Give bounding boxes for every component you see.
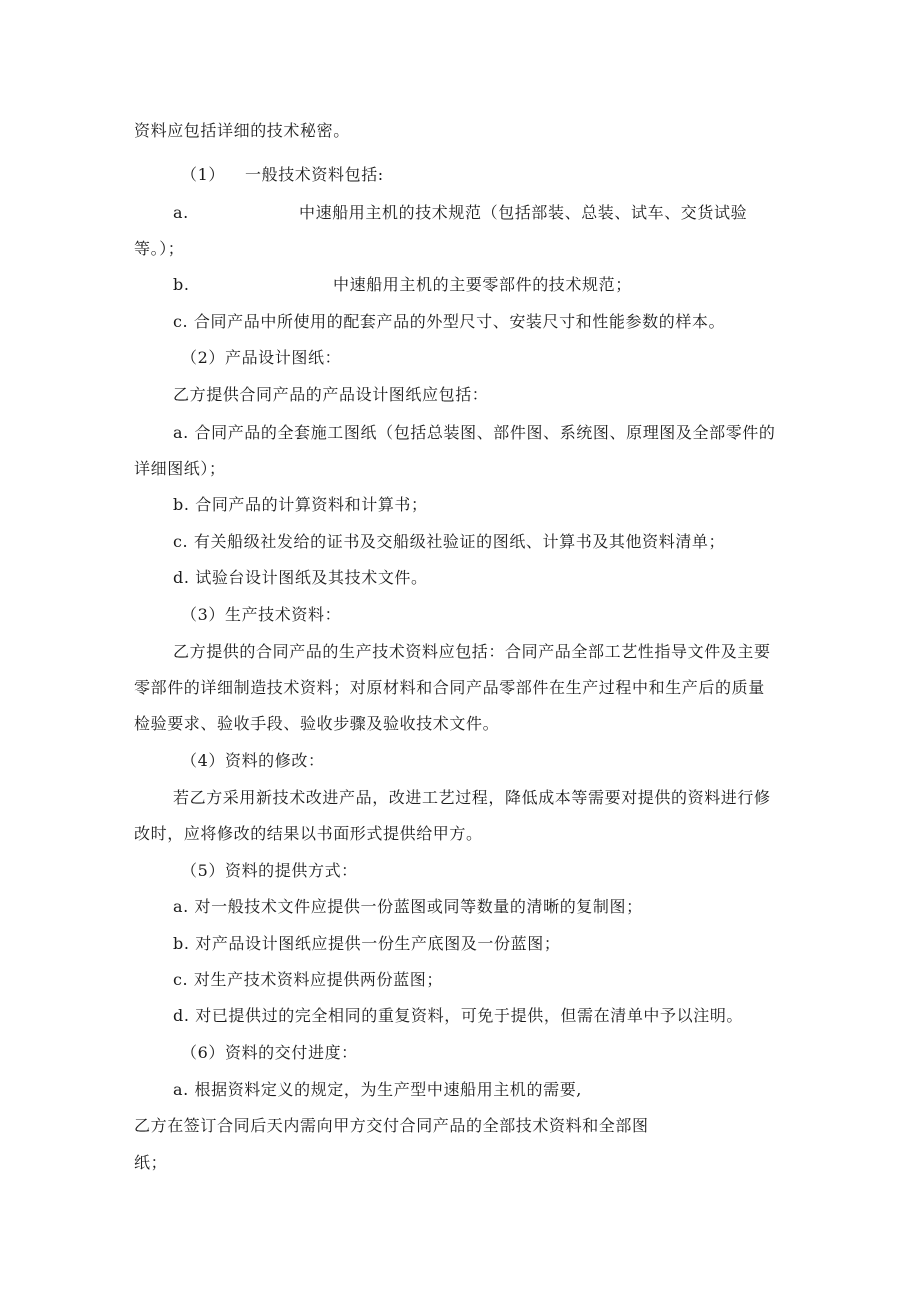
list-item: c. 合同产品中所使用的配套产品的外型尺寸、安装尺寸和性能参数的样本。 — [173, 312, 726, 331]
list-item-text: 中速船用主机的技术规范（包括部装、总装、试车、交货试验 — [299, 203, 748, 222]
text-line: 乙方提供的合同产品的生产技术资料应包括：合同产品全部工艺性指导文件及主要 — [173, 642, 771, 661]
list-marker: a. — [173, 203, 189, 222]
list-item: c. 有关船级社发给的证书及交船级社验证的图纸、计算书及其他资料清单； — [173, 532, 726, 551]
text-line: 乙方在签订合同后天内需向甲方交付合同产品的全部技术资料和全部图 — [134, 1116, 649, 1135]
section-heading: 一般技术资料包括: — [245, 165, 384, 184]
text-line: 资料应包括详细的技术秘密。 — [134, 121, 350, 140]
text-line: 检验要求、验收手段、验收步骤及验收技术文件。 — [134, 714, 500, 733]
text-line: 改时，应将修改的结果以书面形式提供给甲方。 — [134, 824, 483, 843]
section-heading: （5）资料的提供方式： — [181, 861, 358, 880]
section-number: （1） — [181, 165, 225, 184]
section-heading: （6）资料的交付进度： — [181, 1043, 358, 1062]
text-line: 详细图纸）； — [134, 459, 226, 478]
list-item: a. 合同产品的全套施工图纸（包括总装图、部件图、系统图、原理图及全部零件的 — [173, 423, 776, 442]
section-heading: （3）生产技术资料： — [181, 605, 342, 624]
list-item: d. 对已提供过的完全相同的重复资料，可免于提供，但需在清单中予以注明。 — [173, 1006, 744, 1025]
section-heading: （2）产品设计图纸： — [181, 348, 342, 367]
text-line: 纸； — [134, 1153, 168, 1172]
list-item: a. 对一般技术文件应提供一份蓝图或同等数量的清晰的复制图； — [173, 897, 643, 916]
text-line: 零部件的详细制造技术资料；对原材料和合同产品零部件在生产过程中和生产后的质量 — [134, 678, 765, 697]
list-item-text: 中速船用主机的主要零部件的技术规范； — [333, 275, 632, 294]
list-item: a. 根据资料定义的规定，为生产型中速船用主机的需要, — [173, 1080, 582, 1099]
text-line: 若乙方采用新技术改进产品，改进工艺过程，降低成本等需要对提供的资料进行修 — [173, 788, 771, 807]
list-item: d. 试验台设计图纸及其技术文件。 — [173, 568, 428, 587]
text-line: 等。）； — [134, 239, 185, 258]
list-item: c. 对生产技术资料应提供两份蓝图； — [173, 970, 443, 989]
list-item: b. 合同产品的计算资料和计算书； — [173, 495, 428, 514]
text-line: 乙方提供合同产品的产品设计图纸应包括： — [173, 385, 489, 404]
section-heading: （4）资料的修改： — [181, 751, 325, 770]
list-marker: b. — [173, 275, 190, 294]
list-item: b. 对产品设计图纸应提供一份生产底图及一份蓝图； — [173, 934, 561, 953]
